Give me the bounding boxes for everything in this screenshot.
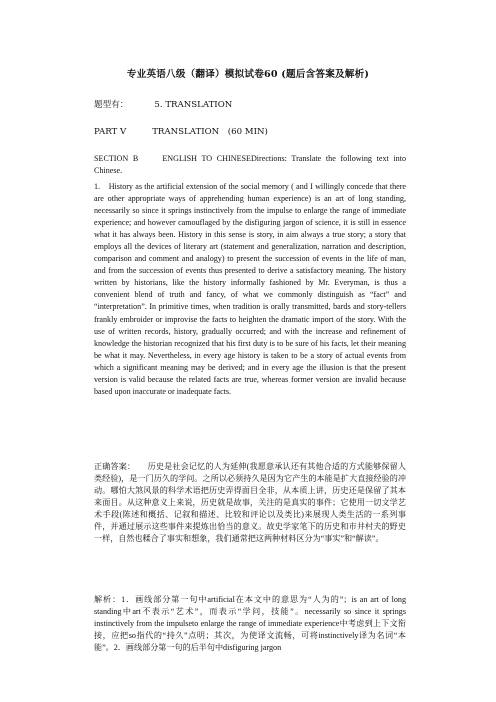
section-directions: SECTION B ENGLISH TO CHINESEDirections: Translate the following text into Chinese. <box>94 154 406 176</box>
answer-text: 正确答案： 历史是社会记忆的人为延伸(我愿意承认还有其他合适的方式能够保留人类经验)，是一门历久的学问。之所以必须持久是因为它产生的本能是扩大直接经验的冲动。哪怕大煞风景的科学术语把历史弄得面目全非，从本质上讲，历史还是保留了其本来面目。从这种意义上来说，历史就是故事，关注的是真实的事件；它使用一切文学艺术手段(陈述和概括、记叙和描述、比较和评论以及类比)来展现人类生活的一系列事件，并通过展示这些事件来提炼出恰当的意义。故史学家笔下的历史和市井村夫的野史一样，自然也糅合了事实和想象，我们通常把这两种材料区分为“事实”和“解读”。 <box>94 462 406 544</box>
document-title: 专业英语八级（翻译）模拟试卷60 (题后含答案及解析) <box>126 69 370 80</box>
analysis-text: 解析：1．画线部分第一句中artificial在本文中的意思为“人为的”；is an art of long standing中art不表示“艺术”，而表示“学问，技能”。necessarily so since it springs instinctively from the impulseto enlarge the range of immediate experience中考虑到上下文衔接，应把so指代的“持久”点明；其次，为使译文流畅，可将instinctively译为名词“本能”。2．画线部分第一句的后半句中disfiguring jargon <box>94 595 406 653</box>
passage-text: 1. History as the artificial extension of the social memory ( and I willingly concede that there are other appropriate ways of apprehending human experience) is an art of long standing, necessarily so since it springs instinctively from the impulse to enlarge the range of immediate experience; and however camouflaged by the disfiguring jargon of science, it is still in essence what it has always been. History in this sense is story, in aim always a true story; a story that employs all the devices of literary art (statement and generalization, narration and description, comparison and comment and analogy) to present the succession of events in the life of man, and from the succession of events thus presented to derive a satisfactory meaning. The history written by historians, like the history informally fashioned by Mr. Everyman, is thus a convenient blend of truth and fancy, of what we commonly distinguish as “fact” and “interpretation”. In primitive times, when tradition is orally transmitted, bards and story-tellers frankly embroider or improvise the facts to heighten the dramatic import of the story. With the use of written records, history, gradually occurred; and with the increase and refinement of knowledge the historian recognized that his first duty is to be sure of his facts, let their meaning be what it may. Nevertheless, in every age history is taken to be a story of actual events from which a significant meaning may be derived; and in every age the illusion is that the present version is valid because the related facts are true, whereas former version are invalid because based upon inaccurate or inadequate facts. <box>94 182 406 396</box>
part-heading-line <box>94 125 268 137</box>
part-label: PART V <box>94 127 127 137</box>
question-type-label: 题型有： <box>94 100 129 110</box>
question-type-line <box>94 98 232 110</box>
part-value: TRANSLATION (60 MIN) <box>152 127 268 137</box>
question-type-value: 5. TRANSLATION <box>154 100 233 110</box>
